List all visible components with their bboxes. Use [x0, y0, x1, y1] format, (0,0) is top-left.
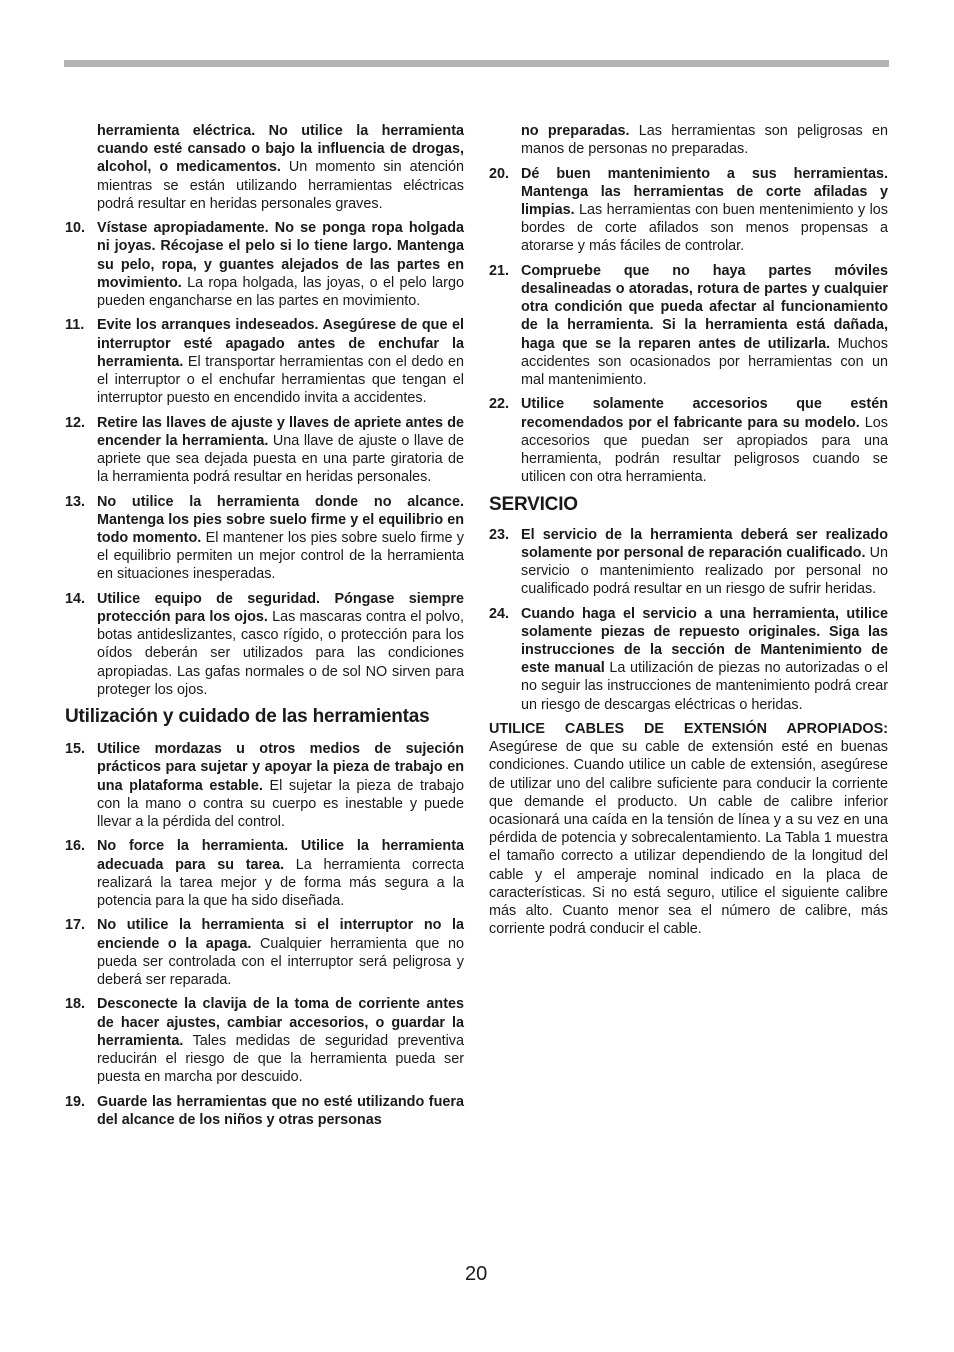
safety-item-16: [65, 837, 464, 910]
item-number: 15.: [65, 741, 86, 758]
item-number: 21.: [489, 262, 510, 279]
item-bold-text: No force la herramienta. Utilice la herramienta adecuada para su tarea.: [97, 838, 464, 873]
item-bold-text: Retire las llaves de ajuste y llaves de apriete antes de encender la herramienta.: [97, 414, 464, 449]
item-text: Una llave de ajuste o llave de apriete que sea dejada puesta en una parte giratoria de la herramienta podrá resultar en heridas personales.: [97, 432, 464, 486]
header-rule: [64, 60, 889, 67]
item-bold-text: Vístase apropiadamente. No se ponga ropa holgada ni joyas. Récojase el pelo si lo tiene largo. Mantenga su pelo, ropa, y guantes alejados de las partes en movimiento.: [97, 220, 464, 291]
safety-item-15: [65, 740, 464, 831]
extension-cable-paragraph: [489, 720, 888, 938]
section-heading-tool-use: Utilización y cuidado de las herramientas: [65, 706, 430, 728]
safety-item-17: [65, 916, 464, 989]
item-text: El mantener los pies sobre suelo firme y el equilibrio permiten un mejor control de la herramienta en situaciones inesperadas.: [97, 530, 464, 583]
item-bold-text: Utilice mordazas u otros medios de sujeción prácticos para sujetar y apoyar la pieza de trabajo en una plataforma estable.: [97, 741, 464, 794]
item-text: Un servicio o mantenimiento realizado por personal no cualificado podrá resultar en un riesgo de sufrir heridas.: [521, 544, 888, 598]
item-text: Muchos accidentes son ocasionados por herramientas con un mal mantenimiento.: [521, 335, 888, 389]
item-text: Las herramientas son peligrosas en manos de personas no preparadas.: [521, 123, 888, 158]
safety-item-12: [65, 414, 464, 487]
item-text: Tales medidas de seguridad preventiva reducirán el riesgo de que la herramienta pueda ser puesta en marcha por descuido.: [97, 1032, 464, 1086]
safety-item-20: [489, 165, 888, 256]
left-column: [65, 122, 464, 1135]
item-bold-text: No utilice la herramienta donde no alcance. Mantenga los pies sobre suelo firme y el equilibrio en todo momento.: [97, 493, 464, 547]
item-bold-text: Guarde las herramientas que no esté utilizando fuera del alcance de los niños y otras personas: [97, 1093, 464, 1128]
page-number: 20: [465, 1263, 488, 1285]
item-bold-text: Evite los arranques indeseados. Asegúrese de que el interruptor esté apagado antes de enchufar la herramienta.: [97, 317, 464, 370]
item-number: 22.: [489, 396, 510, 413]
item-bold-text: Utilice equipo de seguridad. Póngase siempre protección para los ojos.: [97, 590, 464, 626]
item-number: 10.: [65, 220, 86, 237]
item-bold-text: Dé buen mantenimiento a sus herramientas. Mantenga las herramientas de corte afiladas y limpias.: [521, 165, 888, 218]
safety-item-10: [65, 219, 464, 310]
safety-item-23: [489, 526, 888, 599]
item-number: 17.: [65, 917, 86, 934]
safety-item-22: [489, 395, 888, 486]
right-column: [489, 122, 888, 938]
item-bold-text: Compruebe que no haya partes móviles desalineadas o atoradas, rotura de partes y cualquier otra condición que pueda afectar al funcionamiento de la herramienta. Si la herramienta está dañada, haga que se la reparen antes de utilizarla.: [521, 262, 888, 352]
item-number: 16.: [65, 838, 86, 855]
safety-item-continued: [489, 122, 888, 158]
item-text: El sujetar la pieza de trabajo con la mano o contra su cuerpo es inestable y puede llevar a la pérdida del control.: [97, 777, 465, 831]
item-number: 19.: [65, 1093, 86, 1110]
safety-item-14: [65, 590, 464, 699]
item-number: 24.: [489, 605, 510, 622]
item-number: 20.: [489, 165, 510, 182]
item-bold-text: El servicio de la herramienta deberá ser realizado solamente por personal de reparación cualificado.: [521, 526, 888, 561]
safety-item-24: [489, 605, 888, 714]
item-bold-text: Cuando haga el servicio a una herramienta, utilice solamente piezas de repuesto originales. Siga las instrucciones de la sección de Mantenimiento de este manual: [521, 605, 888, 677]
item-text: Cualquier herramienta que no pueda ser controlada con el interruptor será peligrosa y deberá ser reparada.: [97, 935, 464, 989]
item-number: 18.: [65, 996, 86, 1013]
cable-heading: UTILICE CABLES DE EXTENSIÓN APROPIADOS:: [489, 721, 888, 738]
item-number: 12.: [65, 414, 86, 431]
item-bold-text: Desconecte la clavija de la toma de corriente antes de hacer ajustes, cambiar accesorios, o guardar la herramienta.: [97, 996, 464, 1049]
item-text: La utilización de piezas no autorizadas o el no seguir las instrucciones de mantenimiento podrá crear un riesgo de descargas eléctricas o heridas.: [521, 660, 888, 713]
item-text: La ropa holgada, las joyas, o el pelo largo pueden engancharse en las partes en movimiento.: [97, 274, 464, 310]
safety-item-18: [65, 995, 464, 1086]
item-bold-text: No utilice la herramienta si el interruptor no la enciende o la apaga.: [97, 917, 464, 952]
section-heading-servicio: SERVICIO: [489, 493, 578, 515]
item-text: Un momento sin atención mientras se están utilizando herramientas eléctricas podrá resultar en heridas personales graves.: [97, 159, 464, 212]
item-number: 23.: [489, 526, 510, 543]
safety-item-19: [65, 1093, 464, 1129]
item-bold-text: herramienta eléctrica. No utilice la herramienta cuando esté cansado o bajo la influencia de drogas, alcohol, o medicamentos.: [97, 123, 464, 176]
item-number: 11.: [65, 317, 85, 334]
item-number: 13.: [65, 493, 86, 510]
safety-item-13: [65, 493, 464, 584]
item-bold-text: Utilice solamente accesorios que estén recomendados por el fabricante para su modelo.: [521, 396, 888, 431]
cable-text: Asegúrese de que su cable de extensión esté en buenas condiciones. Cuando utilice un cable de extensión, asegúrese de utilizar uno del calibre suficiente para conducir la corriente que demande el producto. Un cable de calibre inferior ocasionará una caída en la tensión de línea y a su vez en una pérdida de potencia y sobrecalentamiento. La Tabla 1 muestra el tamaño correcto a utilizar dependiendo de la longitud del cable y el amperaje nominal indicado en la placa de características. Si no está seguro, utilice el siguiente calibre más alto. Cuanto menor sea el número de calibre, más corriente podrá conducir el cable.: [489, 739, 888, 938]
safety-item-11: [65, 316, 464, 407]
item-text: La herramienta correcta realizará la tarea mejor y de forma más segura a la potencia para la que ha sido diseñada.: [97, 856, 464, 910]
item-text: Los accesorios que puedan ser apropiados para una herramienta, podrán resultar peligrosos cuando se utilicen con otra herramienta.: [521, 414, 888, 486]
item-number: 14.: [65, 590, 86, 607]
item-text: Las mascaras contra el polvo, botas antideslizantes, casco rígido, o protección para los oídos deberán ser utilizados para las condiciones apropiadas. Las gafas normales o de sol NO sirven para proteger los ojos.: [97, 609, 464, 698]
item-text: Las herramientas con buen mentenimiento y los bordes de corte afilados son menos propensas a atorarse y más fáciles de controlar.: [521, 202, 888, 255]
safety-item-21: [489, 262, 888, 389]
safety-item-continued: [65, 122, 464, 213]
item-text: El transportar herramientas con el dedo en el interruptor o el enchufar herramientas que tengan el interruptor puesto en encendido invita a accidentes.: [97, 353, 464, 407]
item-bold-text: no preparadas.: [521, 123, 630, 139]
